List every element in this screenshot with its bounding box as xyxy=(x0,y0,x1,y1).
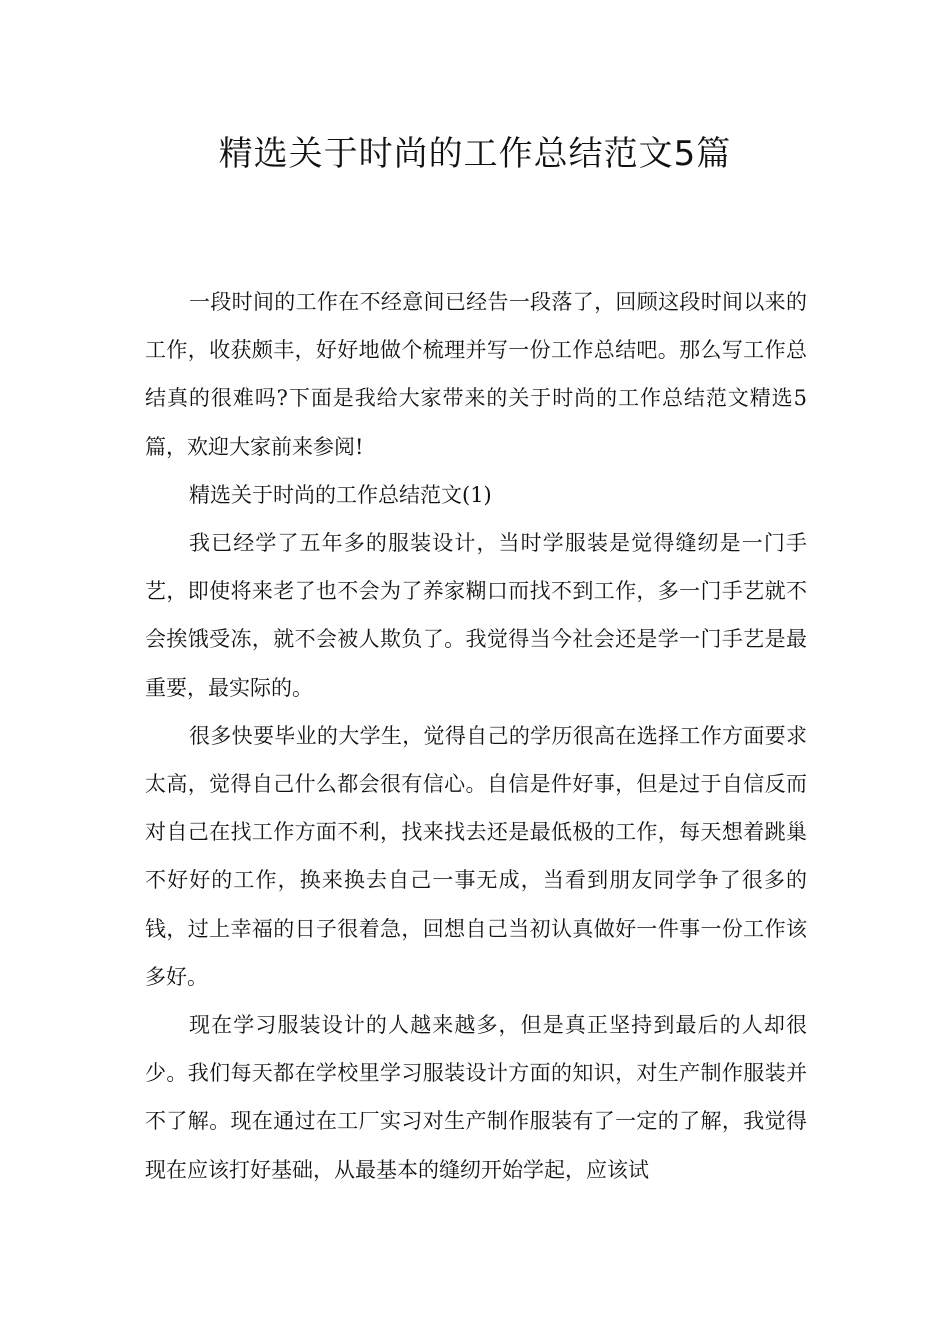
body-paragraph: 很多快要毕业的大学生，觉得自己的学历很高在选择工作方面要求太高，觉得自己什么都会很有信心。自信是件好事，但是过于自信反而对自己在找工作方面不利，找来找去还是最低极的工作，每天想着跳巢不好好的工作，换来换去自己一事无成，当看到朋友同学争了很多的钱，过上幸福的日子很着急，回想自己当初认真做好一件事一份工作该多好。 xyxy=(145,723,807,989)
intro-paragraph: 一段时间的工作在不经意间已经告一段落了，回顾这段时间以来的工作，收获颇丰，好好地做个梳理并写一份工作总结吧。那么写工作总结真的很难吗?下面是我给大家带来的关于时尚的工作总结范文精选5篇，欢迎大家前来参阅! xyxy=(145,290,807,459)
body-paragraph: 我已经学了五年多的服装设计，当时学服装是觉得缝纫是一门手艺，即使将来老了也不会为了养家糊口而找不到工作，多一门手艺就不会挨饿受冻，就不会被人欺负了。我觉得当今社会还是学一门手艺是最重要，最实际的。 xyxy=(145,531,807,700)
section-heading: 精选关于时尚的工作总结范文(1) xyxy=(189,482,492,507)
body-paragraph: 现在学习服装设计的人越来越多，但是真正坚持到最后的人却很少。我们每天都在学校里学习服装设计方面的知识，对生产制作服装并不了解。现在通过在工厂实习对生产制作服装有了一定的了解，我觉得现在应该打好基础，从最基本的缝纫开始学起，应该试 xyxy=(145,1013,807,1182)
document-body xyxy=(145,278,807,1194)
document-title: 精选关于时尚的工作总结范文5篇 xyxy=(218,134,732,174)
